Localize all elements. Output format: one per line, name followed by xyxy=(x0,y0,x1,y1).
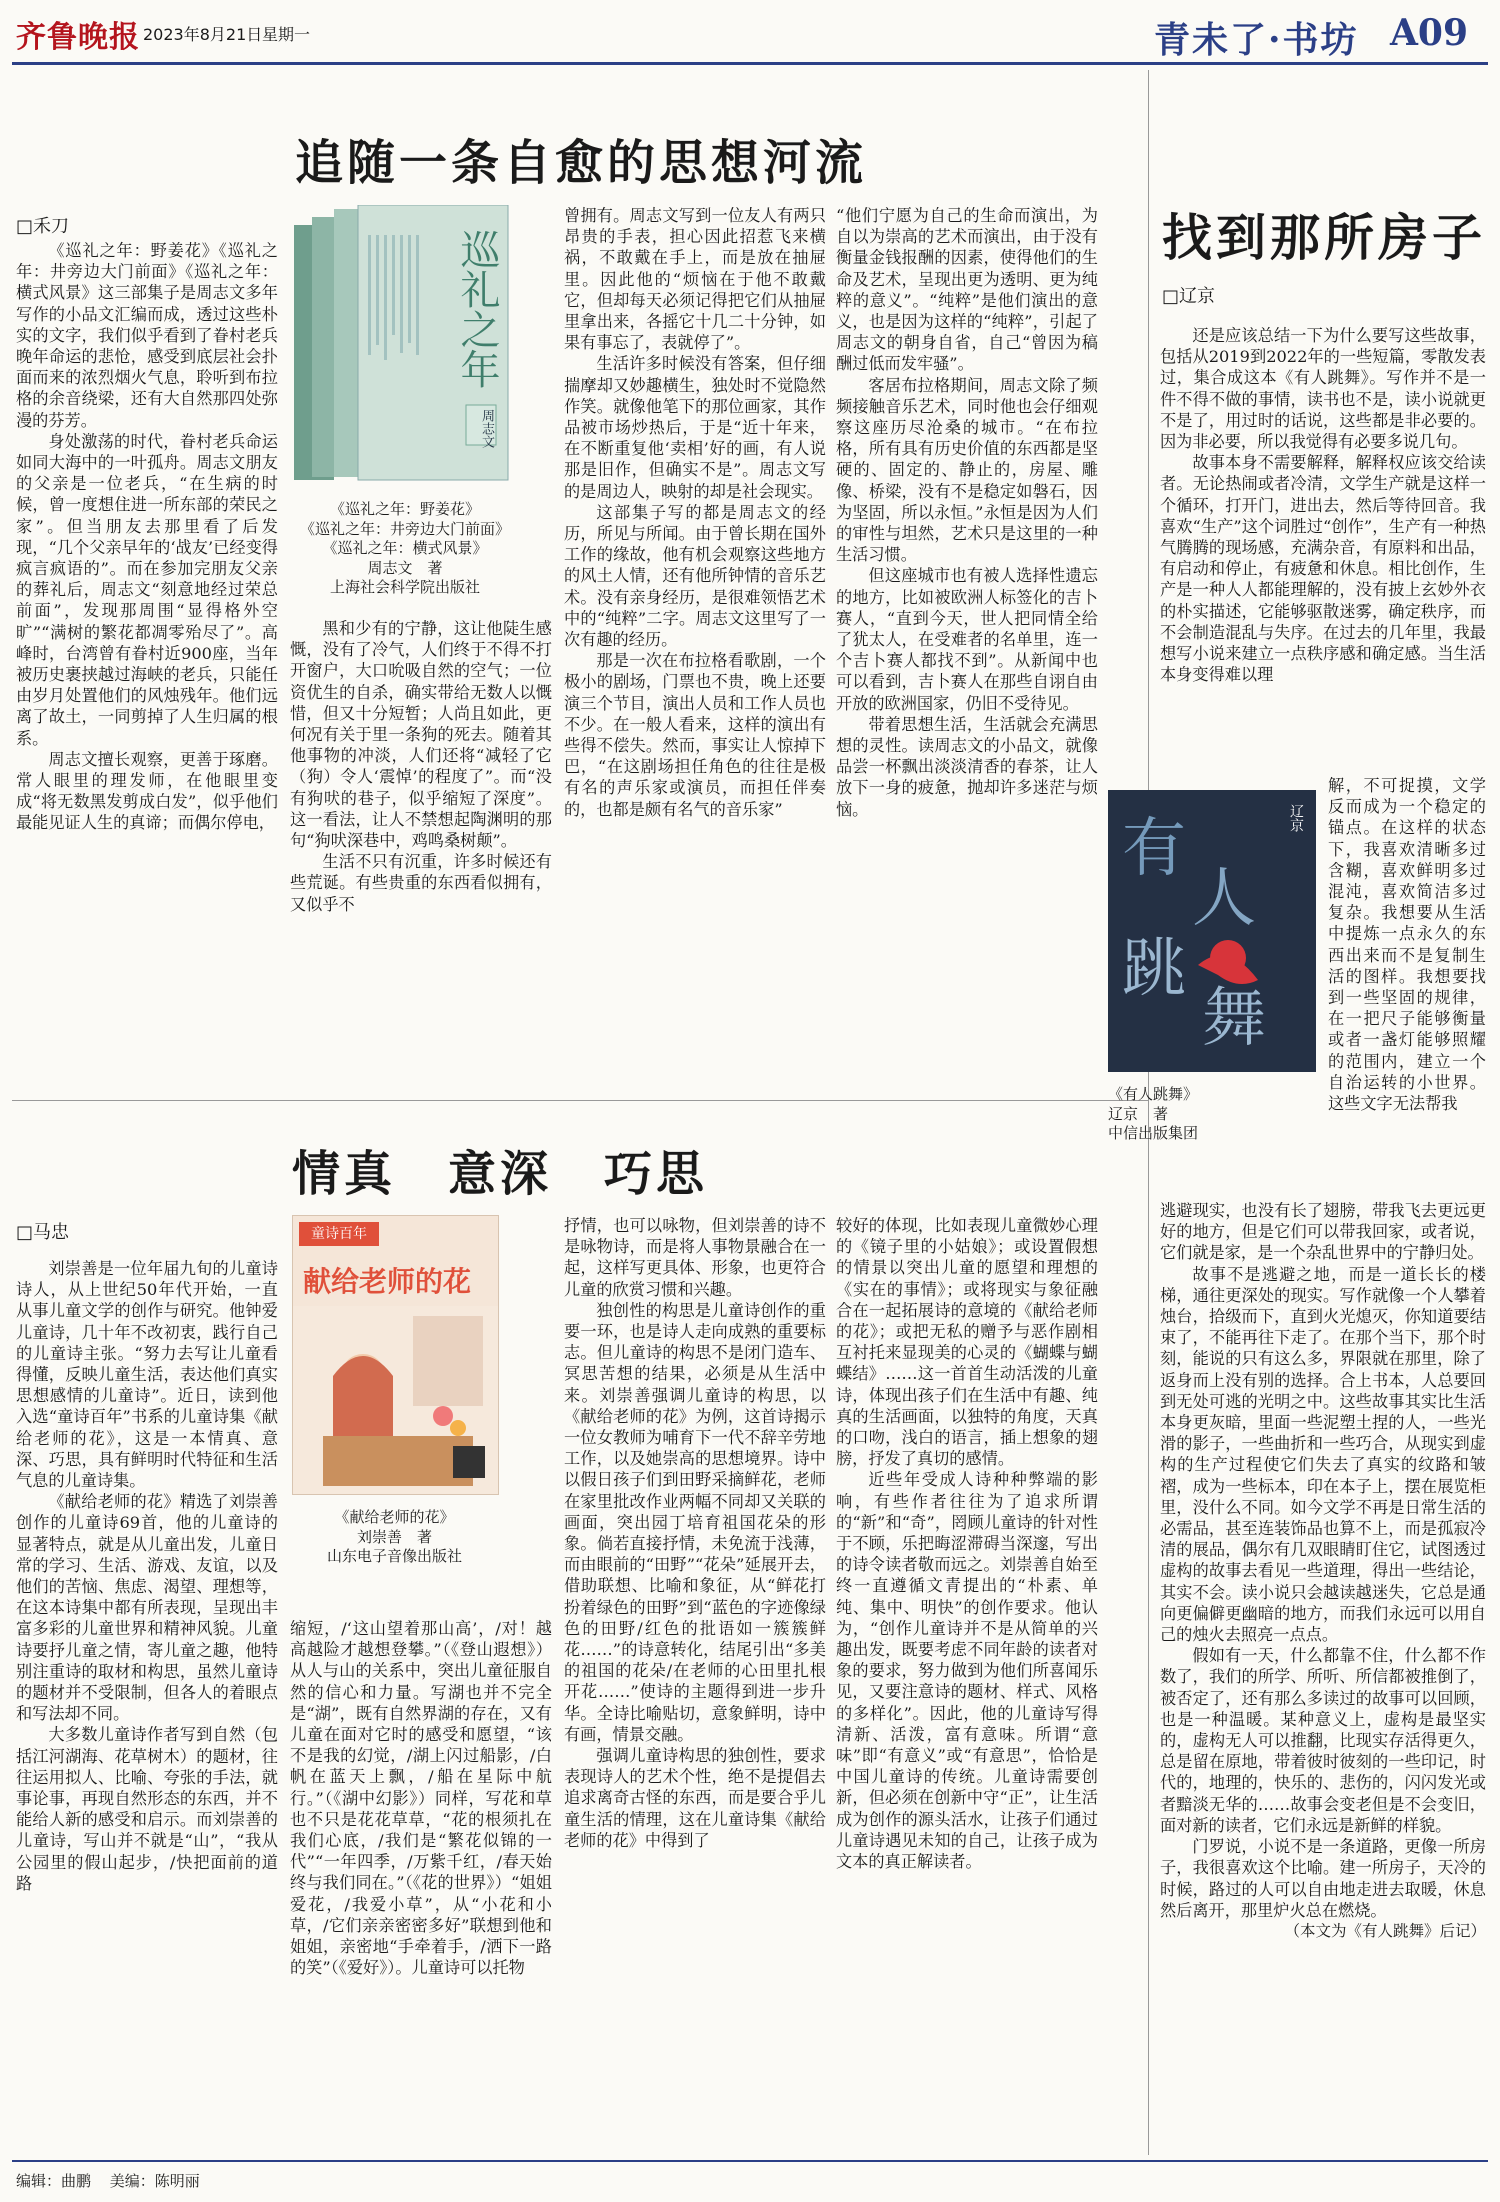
caption-line: 《献给老师的花》 xyxy=(334,1508,455,1526)
svg-text:舞: 舞 xyxy=(1202,982,1266,1056)
bottom-rule xyxy=(12,2160,1488,2162)
article3-byline: □辽京 xyxy=(1162,286,1216,307)
article2-column-4 xyxy=(836,1215,1098,2153)
paragraph: 这部集子写的都是周志文的经历，所见与所闻。由于曾长期在国外工作的缘故，他有机会观察这些地方的风土人情，还有他所钟情的音乐艺术。没有亲身经历，是很难领悟艺术中的“纯粹”二字。周志文这里写了一次有趣的经历。 xyxy=(564,502,826,650)
article1-book-cover xyxy=(290,205,520,485)
paragraph: 还是应该总结一下为什么要写这些故事，包括从2019到2022年的一些短篇，零散发表过，集合成这本《有人跳舞》。写作并不是一件不得不做的事情，读书也不是，读小说就更不是了，用过时的话说，这些都是非必要的。因为非必要，所以我觉得有必要多说几句。 xyxy=(1160,326,1486,452)
paragraph: 故事不是逃避之地，而是一道长长的楼梯，通往更深处的现实。写作就像一个人攀着烛台，拾级而下，直到火光熄灭，你知道要结束了，不能再往下走了。在那个当下，那个时刻，能说的只有这么多，界限就在那里，除了返身而上没有别的选择。合上书本，人总要回到无处可逃的光明之中。这些故事其实比生活本身更灰暗，里面一些泥塑土捏的人，一些光滑的影子，一些曲折和一些巧合，从现实到虚构的生产过程使它们失去了真实的纹路和皱褶，成为一些标本，印在本子上，摆在展览柜里，没什么不同。如今文学不再是日常生活的必需品，甚至连装饰品也算不上，而是孤寂冷清的展品，偶尔有几双眼睛盯住它，试图透过虚构的故事去看见一些道理，得出一些结论，其实不会。读小说只会越读越迷失，它总是通向更偏僻更幽暗的地方，而我们永远可以用自己的烛火去照亮一点点。 xyxy=(1160,1264,1486,1645)
book-vertical-title: 巡礼之年 xyxy=(454,229,500,389)
issue-weekday: 星期一 xyxy=(262,25,311,44)
book-series: 童诗百年 xyxy=(299,1222,379,1246)
paragraph: 独创性的构思是儿童诗创作的重要一环，也是诗人走向成熟的重要标志。但儿童诗的构思不是闭门造车、冥思苦想的结果，必须是从生活中来。刘崇善强调儿童诗的构思，以《献给老师的花》为例，这首诗揭示一位女教师为哺育下一代不辞辛劳地工作，以及她崇高的思想境界。诗中以假日孩子们到田野采摘鲜花，老师在家里批改作业两幅不同却又关联的画面，突出园丁培育祖国花朵的形象。倘若直接抒情，未免流于浅薄，而由眼前的“田野”“花朵”延展开去，借助联想、比喻和象征，从“鲜花打扮着绿色的田野”到“蓝色的字迹像绿色的田野/红色的批语如一簇簇鲜花……”的诗意转化，结尾引出“多美的祖国的花朵/在老师的心田里扎根开花……”使诗的主题得到进一步升华。全诗比喻贴切，意象鲜明，诗中有画，情景交融。 xyxy=(564,1300,826,1744)
article3-column-side xyxy=(1328,775,1486,1195)
paragraph: 曾拥有。周志文写到一位友人有两只昂贵的手表，担心因此招惹飞来横祸，不敢戴在手上，而是放在抽屉里。因此他的“烦恼在于他不敢戴它，但却每天必须记得把它们从抽屉里拿出来，各摇它十几二十分钟，如果有事忘了，表就停了”。 xyxy=(564,206,826,353)
paragraph: 近些年受成人诗种种弊端的影响，有些作者往往为了追求所谓的“新”和“奇”，罔顾儿童诗的针对性于不顾，乐把晦涩滞碍当深邃，写出的诗令读者敬而远之。刘崇善自始至终一直遵循文青提出的“朴素、单纯、集中、明快”的创作要求。他认为，“创作儿童诗并不是从简单的兴趣出发，既要考虑不同年龄的读者对象的要求，努力做到为他们所喜闻乐见，又要注意诗的题材、样式、风格的多样化”。因此，他的儿童诗写得清新、活泼，富有意味。所谓“意味”即“有意义”或“有意思”，恰恰是中国儿童诗的传统。儿童诗需要创新，但必须在创新中守“正”，让生活成为创作的源头活水，让孩子们通过儿童诗遇见未知的自己，让孩子成为文本的真正解读者。 xyxy=(836,1470,1098,1872)
caption-line: 刘崇善 著 xyxy=(356,1527,432,1546)
paragraph: 解，不可捉摸，文学反而成为一个稳定的锚点。在这样的状态下，我喜欢清晰多过含糊，喜欢鲜明多过混沌，喜欢简洁多过复杂。我想要从生活中提炼一点永久的东西出来而不是复制生活的图样。我想要找到一些坚固的规律，在一把尺子能够衡量或者一盏灯能够照耀的范围内，建立一个自治运转的小世界。这些文字无法帮我 xyxy=(1328,776,1486,1114)
article2-column-3 xyxy=(564,1215,826,2153)
paragraph: 身处激荡的时代，眷村老兵命运如同大海中的一叶孤舟。周志文朋友的父亲是一位老兵，“在生病的时候，曾一度想住进一所东部的荣民之家”。但当朋友去那里看了后发现，“几个父亲早年的‘战友’已经变得疯言疯语的”。而在参加完朋友父亲的葬礼后，周志文“刻意地经过荣总前面”，发现那周围“显得格外空旷”“满树的繁花都凋零殆尽了”。高峰时，台湾曾有眷村近900座，当年被历史裹挟越过海峡的老兵，只能任由岁月处置他们的风烛残年。他们远离了故土，一同剪掉了人生归属的根系。 xyxy=(16,431,278,748)
article3-headline: 找到那所房子 xyxy=(1162,208,1486,267)
caption-line: 山东电子音像出版社 xyxy=(326,1547,462,1565)
paragraph: 强调儿童诗构思的独创性，要求表现诗人的艺术个性，绝不是提倡去追求离奇古怪的东西，而是要合乎儿童生活的情理，这在儿童诗集《献给老师的花》中得到了 xyxy=(564,1746,826,1850)
article1-headline: 追随一条自愈的思想河流 xyxy=(295,135,868,191)
caption-line: 《有人跳舞》 xyxy=(1108,1085,1199,1103)
article3-book-caption xyxy=(1108,1085,1316,1144)
paragraph: 刘崇善是一位年届九旬的儿童诗诗人，从上世纪50年代开始，一直从事儿童文学的创作与研究。他钟爱儿童诗，几十年不改初衷，践行自己的儿童诗主张。“努力去写让儿童看得懂，反映儿童生活，表达他们真实思想感情的儿童诗”。近日，读到他入选“童诗百年”书系的儿童诗集《献给老师的花》，这是一本情真、意深、巧思，具有鲜明时代特征和生活气息的儿童诗集。 xyxy=(16,1259,278,1491)
caption-line: 《巡礼之年：井旁边大门前面》 xyxy=(299,519,510,538)
paragraph: 抒情，也可以咏物，但刘崇善的诗不是咏物诗，而是将人事物景融合在一起，这样写更具体、形象，也更符合儿童的欣赏习惯和兴趣。 xyxy=(564,1216,826,1299)
article2-byline: □马忠 xyxy=(16,1222,70,1243)
svg-text:跳: 跳 xyxy=(1122,932,1186,1006)
paragraph: 《巡礼之年：野姜花》《巡礼之年：井旁边大门前面》《巡礼之年：横式风景》这三部集子是周志文多年写作的小品文汇编而成，透过这些朴实的文字，我们似乎看到了眷村老兵晚年命运的悲怆，感受到底层社会扑面而来的浓烈烟火气息，聆听到布拉格的余音绕梁，还有大自然那四处弥漫的芬芳。 xyxy=(16,241,278,430)
article2-column-1 xyxy=(16,1258,278,2153)
paragraph: 逃避现实，也没有长了翅膀，带我飞去更远更好的地方，但是它们可以带我回家，或者说，它们就是家，是一个杂乱世界中的宁静归处。 xyxy=(1160,1201,1486,1263)
article1-book-caption xyxy=(290,500,520,598)
section-name: 青未了·书坊 xyxy=(1154,19,1359,61)
book-author: 辽京 xyxy=(1288,804,1304,832)
paragraph: 生活不只有沉重，许多时候还有些荒诞。有些贵重的东西看似拥有，又似乎不 xyxy=(290,852,552,914)
article2-book-cover xyxy=(292,1215,499,1495)
paragraph: 带着思想生活，生活就会充满思想的灵性。读周志文的小品文，就像品尝一杯飘出淡淡清香的春茶，让人放下一身的疲惫，抛却许多迷茫与烦恼。 xyxy=(836,714,1098,819)
editor-credit: 编辑：曲鹏 xyxy=(16,2172,92,2190)
paragraph: 假如有一天，什么都靠不住，什么都不作数了，我们的所学、所听、所信都被推倒了，被否定了，还有那么多读过的故事可以回顾，也是一种温暖。某种意义上，虚构是最坚实的，虚构无人可以推翻，比现实存活得更久，总是留在原地，带着彼时彼刻的一些印记，时代的，地理的，快乐的、悲伤的，闪闪发光或者黯淡无华的……故事会变老但是不会变旧，面对新的读者，它们永远是新鲜的样貌。 xyxy=(1160,1646,1486,1835)
paragraph: “他们宁愿为自己的生命而演出，为自以为崇高的艺术而演出，由于没有衡量金钱报酬的因素，使得他们的生命及艺术，呈现出更为透明、更为纯粹的意义”。“纯粹”是他们演出的意义，也是因为这样的“纯粹”，引起了周志文的朝身自省，自己“曾因为稿酬过低而发牢骚”。 xyxy=(836,206,1098,374)
top-rule xyxy=(12,62,1488,65)
article3-column-bottom xyxy=(1160,1200,1486,2150)
article1-column-4 xyxy=(836,205,1098,1085)
paragraph: 较好的体现，比如表现儿童微妙心理的《镜子里的小姑娘》；或设置假想的情景以突出儿童的愿望和理想的《实在的事情》；或将现实与象征融合在一起拓展诗的意境的《献给老师的花》；或把无私的赠予与恶作剧相互衬托来显现美的心灵的《蝴蝶与蝴蝶结》……这一首首生动活泼的儿童诗，体现出孩子们在生活中有趣、纯真的生活画面，以独特的角度，天真的口吻，浅白的语言，插上想象的翅膀，抒发了真切的感情。 xyxy=(836,1216,1098,1469)
article1-column-2 xyxy=(290,618,552,1085)
caption-line: 《巡礼之年：横式风景》 xyxy=(322,539,488,557)
article3-endnote: （本文为《有人跳舞》后记） xyxy=(1284,1921,1486,1940)
svg-text:人: 人 xyxy=(1192,862,1256,936)
caption-line: 中信出版集团 xyxy=(1108,1124,1199,1142)
paragraph: 客居布拉格期间，周志文除了频频接触音乐艺术，同时他也会仔细观察这座历尽沧桑的城市。“在布拉格，所有具有历史价值的东西都是坚硬的、固定的、静止的，房屋、雕像、桥梁，没有不是稳定如磐石，因为坚固，所以永恒。”永恒是因为人们的审性与坦然，艺术只是这里的一种生活习惯。 xyxy=(836,375,1098,565)
article2-column-2 xyxy=(290,1618,552,2153)
article2-book-caption xyxy=(292,1508,497,1567)
paragraph: 《献给老师的花》精选了刘崇善创作的儿童诗69首，他的儿童诗的显著特点，就是从儿童出发，儿童日常的学习、生活、游戏、友谊，以及他们的苦恼、焦虑、渴望、理想等，在这本诗集中都有所表现，呈现出丰富多彩的儿童世界和精神风貌。儿童诗要抒儿童之情，寄儿童之趣，他特别注重诗的取材和构思，虽然儿童诗的题材并不受限制，但各人的着眼点和写法却不同。 xyxy=(16,1492,278,1724)
paragraph: 黑和少有的宁静，这让他陡生感慨，没有了冷气，人们终于不得不打开窗户，大口吮吸自然的空气；一位资优生的自杀，确实带给无数人以慨惜，但又十分短暂；人尚且如此，更何况有关于里一条狗的死去。随着其他事物的冲淡，人们还将“减轻了它（狗）令人‘震悼’的程度了”。而“没有狗吠的巷子，似乎缩短了深度”。这一看法，让人不禁想起陶渊明的那句“狗吠深巷中，鸡鸣桑树颠”。 xyxy=(290,619,552,851)
paragraph: 但这座城市也有被人选择性遗忘的地方，比如被欧洲人标签化的吉卜赛人，“直到今天，世人把同情全给了犹太人，在受难者的名单里，连一个吉卜赛人都找不到”。从新闻中也可以看到，吉卜赛人在那些自诩自由开放的欧洲国家，仍旧不受待见。 xyxy=(836,566,1098,713)
caption-line: 上海社会科学院出版社 xyxy=(329,578,480,596)
article1-column-3 xyxy=(564,205,826,1085)
paragraph: 故事本身不需要解释，解释权应该交给读者。无论热闹或者冷清，文学生产就是这样一个循环，打开门，进出去，然后等待回音。我喜欢“生产”这个词胜过“创作”，生产有一种热气腾腾的现场感，充满杂音，有原料和出品，有启动和停止，有疲惫和休息。相比创作，生产是一种人人都能理解的，没有披上玄妙外衣的朴实描述，它能够驱散迷雾，确定秩序，而不会制造混乱与失序。在过去的几年里，我最想写小说来建立一点秩序感和确定感。当生活本身变得难以理 xyxy=(1160,453,1486,685)
newspaper-logo: 齐鲁晚报 xyxy=(16,20,140,55)
paragraph: 那是一次在布拉格看歌剧，一个极小的剧场，门票也不贵，晚上还要演三个节目，演出人员和工作人员也不少。在一般人看来，这样的演出有些得不偿失。然而，事实让人惊掉下巴，“在这剧场担任角色的往往是极有名的声乐家或演员，而担任伴奏的，也都是颇有名气的音乐家” xyxy=(564,651,826,819)
designer-credit: 美编：陈明丽 xyxy=(109,2172,200,2190)
article3-book-cover xyxy=(1108,790,1316,1072)
article1-byline: □禾刀 xyxy=(16,216,70,237)
paragraph: 生活许多时候没有答案，但仔细揣摩却又妙趣横生，独处时不觉隐然作笑。就像他笔下的那位画家，其作品被市场炒热后，于是“近十年来，在不断重复他‘卖相’好的画，有人说那是旧作，但确实不是”。周志文写的是周边人，映射的却是社会现实。 xyxy=(564,354,826,501)
caption-line: 周志文 著 xyxy=(367,558,443,577)
article3-column-top xyxy=(1160,325,1486,775)
paragraph: 门罗说，小说不是一条道路，更像一所房子，我很喜欢这个比喻。建一所房子，天冷的时候，路过的人可以自由地走进去取暖，休息然后离开，那里炉火总在燃烧。 xyxy=(1160,1837,1486,1920)
svg-text:有: 有 xyxy=(1122,812,1186,886)
caption-line: 辽京 著 xyxy=(1108,1104,1169,1123)
section-divider xyxy=(12,1100,1148,1101)
article1-column-1 xyxy=(16,240,278,1085)
article2-headline: 情真 意深 巧思 xyxy=(292,1146,709,1202)
book-title: 献给老师的花 xyxy=(303,1265,472,1298)
page-credits xyxy=(16,2170,200,2191)
book-title xyxy=(1108,790,1109,791)
paragraph: 周志文擅长观察，更善于琢磨。常人眼里的理发师，在他眼里变成“将无数黑发剪成白发”，似乎他们最能见证人生的真谛；而偶尔停电， xyxy=(16,749,278,833)
issue-date: 2023年8月21日 xyxy=(143,25,263,44)
paragraph: 缩短，/‘这山望着那山高’，/对！越高越险才越想登攀。”（《登山遐想》）从人与山的关系中，突出儿童征服自然的信心和力量。写湖也并不完全是“湖”，既有自然界湖的存在，又有儿童在面对它时的感受和愿望，“该不是我的幻觉，/湖上闪过船影，/白帆在蓝天上飘，/船在星际中航行。”（《湖中幻影》）同样，写花和草也不只是花花草草，“花的根须扎在我们心底，/我们是“繁花似锦的一代”“一年四季，/万紫千红，/春天始终与我们同在。”（《花的世界》）“姐姐爱花，/我爱小草”，从“小花和小草，/它们亲亲密密多好”联想到他和姐姐，亲密地“手牵着手，/洒下一路的笑”（《爱好》）。儿童诗可以托物 xyxy=(290,1619,552,1978)
page-number: A09 xyxy=(1390,12,1469,54)
caption-line: 《巡礼之年：野姜花》 xyxy=(329,500,480,518)
book-author: 周志文 xyxy=(479,409,494,448)
paragraph: 大多数儿童诗作者写到自然（包括江河湖海、花草树木）的题材，往往运用拟人、比喻、夸张的手法，就事论事，再现自然形态的东西，并不能给人新的感受和启示。而刘崇善的儿童诗，写山并不就是“山”，“我从公园里的假山起步，/快把面前的道路 xyxy=(16,1725,278,1893)
